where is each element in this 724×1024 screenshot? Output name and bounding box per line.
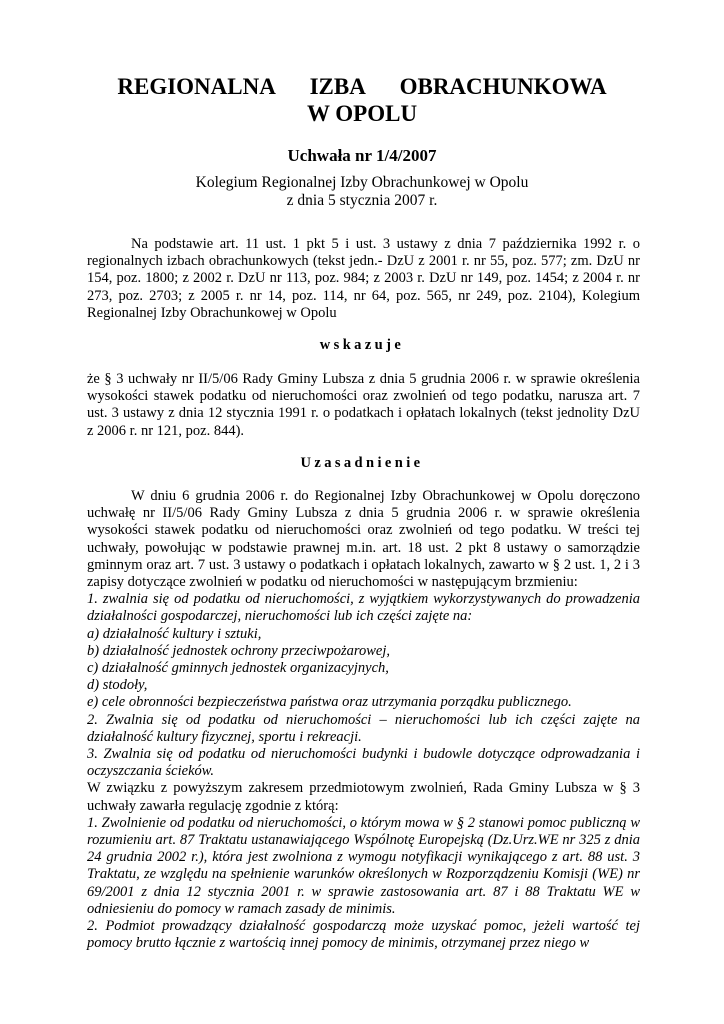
quoted-item-b: b) działalność jednostek ochrony przeciwpożarowej, (87, 642, 390, 659)
decision-text: że § 3 uchwały nr II/5/06 Rady Gminy Lubsza z dnia 5 grudnia 2006 r. w sprawie określenia wysokości stawek podatku od nieruchomości oraz zwolnień od tego podatku, narusza art. 7 ust. 3 ustawy z dnia 12 stycznia 1991 r. o podatkach i opłatach lokalnych (tekst jednolity DzU z 2006 r. nr 121, poz. 844). (87, 371, 640, 439)
header-word: W (306, 101, 330, 126)
quoted-item-1: 1. zwalnia się od podatku od nieruchomości, z wyjątkiem wykorzystywanych do prowadzenia działalności gospodarczej, nieruchomości lub ich części zajęte na: (87, 591, 640, 625)
decision-paragraph (87, 371, 640, 440)
resolution-date: z dnia 5 stycznia 2007 r. (286, 192, 438, 209)
quoted-item-a: a) działalność kultury i sztuki, (87, 625, 262, 642)
preamble-paragraph (87, 236, 640, 322)
resolution-title: Uchwała nr 1/4/2007 (287, 146, 437, 165)
header-line-2 (0, 100, 724, 127)
resolution-body: Kolegium Regionalnej Izby Obrachunkowej w Opolu (195, 174, 529, 191)
heading-wskazuje: wskazuje (319, 337, 405, 353)
justification-bridge: W związku z powyższym zakresem przedmiotowym zwolnień, Rada Gminy Lubsza w § 3 uchwały zawarła regulację zgodnie z którą: (87, 780, 640, 814)
regulation-item-1: 1. Zwolnienie od podatku od nieruchomości, o którym mowa w § 2 stanowi pomoc publiczną w rozumieniu art. 87 Traktatu ustanawiającego Wspólnotę Europejską (Dz.Urz.WE nr 325 z dnia 24 grudnia 2002 r.), która jest zwolniona z wymogu notyfikacji wynikającego z art. 88 ust. 3 Traktatu, ze względu na spełnienie warunków określonych w Rozporządzeniu Komisji (WE) nr 69/2001 z dnia 12 stycznia 2001 r. w sprawie zastosowania art. 87 i 88 Traktatu WE w odniesieniu do pomocy w ramach zasady de minimis. (87, 814, 640, 917)
header-word: OPOLU (335, 101, 418, 126)
quoted-item-3: 3. Zwalnia się od podatku od nieruchomości budynki i budowle dotyczące odprowadzania i oczyszczania ścieków. (87, 746, 640, 780)
header-word: REGIONALNA (117, 74, 276, 99)
quoted-item-2: 2. Zwalnia się od podatku od nieruchomości – nieruchomości lub ich części zajęte na działalność kultury fizycznej, sportu i rekreacji. (87, 711, 640, 745)
quoted-item-e: e) cele obronności bezpieczeństwa państwa oraz utrzymania porządku publicznego. (87, 694, 572, 711)
preamble-text: Na podstawie art. 11 ust. 1 pkt 5 i ust. 3 ustawy z dnia 7 października 1992 r. o regionalnych izbach obrachunkowych (tekst jedn.- DzU z 2001 r. nr 55, poz. 577; zm. DzU nr 154, poz. 1800; z 2002 r. DzU nr 113, poz. 984; z 2003 r. DzU nr 149, poz. 1454; z 2004 r. nr 273, poz. 2703; z 2005 r. nr 14, poz. 114, nr 64, poz. 565, nr 249, poz. 2104), Kolegium Regionalnej Izby Obrachunkowej w Opolu (87, 236, 640, 321)
regulation-item-2: 2. Podmiot prowadzący działalność gospodarczą może uzyskać pomoc, jeżeli wartość tej pomocy brutto łącznie z wartością innej pomocy de minimis, otrzymanej przez niego w (87, 918, 640, 952)
header-word: IZBA (309, 74, 366, 99)
heading-uzasadnienie: Uzasadnienie (300, 455, 424, 471)
header-line-1 (0, 73, 724, 100)
quoted-item-c: c) działalność gminnych jednostek organizacyjnych, (87, 660, 389, 677)
justification-section (87, 488, 640, 952)
justification-intro: W dniu 6 grudnia 2006 r. do Regionalnej Izby Obrachunkowej w Opolu doręczono uchwałę nr II/5/06 Rady Gminy Lubsza z dnia 5 grudnia 2006 r. w sprawie określenia wysokości stawek podatku od nieruchomości oraz zwolnień od tego podatku. W treści tej uchwały, powołując w podstawie prawnej m.in. art. 18 ust. 2 pkt 8 ustawy o samorządzie gminnym oraz art. 7 ust. 3 ustawy o podatkach i opłatach lokalnych, zawarto w § 2 ust. 1, 2 i 3 zapisy dotyczące zwolnień w podatku od nieruchomości w następującym brzmieniu: (87, 488, 640, 591)
header-word: OBRACHUNKOWA (399, 74, 607, 99)
quoted-item-d: d) stodoły, (87, 677, 148, 694)
